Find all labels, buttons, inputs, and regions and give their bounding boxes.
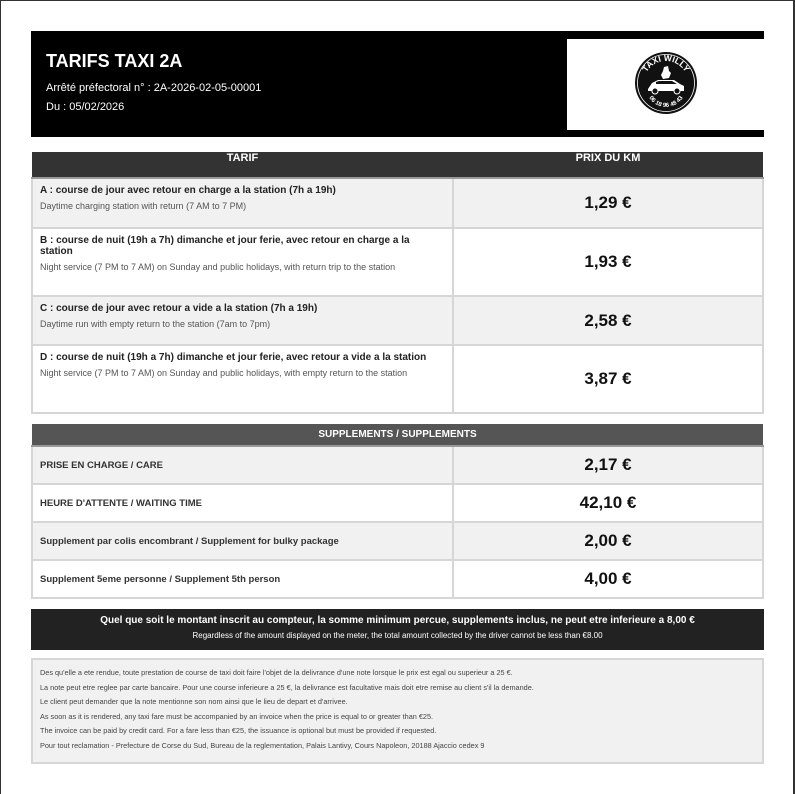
tarif-row-c [32, 296, 763, 345]
tarif-price: 3,87 € [453, 345, 763, 413]
tarif-price: 2,58 € [453, 296, 763, 345]
supplement-label: HEURE D'ATTENTE / WAITING TIME [32, 484, 453, 522]
logo-phone-text: 06 18 96 48 43 [647, 95, 685, 110]
tarif-label-fr: D : course de nuit (19h a 7h) dimanche et jour ferie, avec retour a vide a la station [40, 352, 427, 363]
logo-name-text: TAXI WILLY [639, 52, 692, 74]
supplement-label: PRISE EN CHARGE / CARE [32, 446, 453, 484]
note-line: As soon as it is rendered, any taxi fare must be accompanied by an invoice when the price is equal to or greater than €25. [40, 711, 434, 721]
logo-box [567, 39, 764, 130]
note-line: The invoice can be paid by credit card. For a fare less than €25, the issuance is optional but must be provided if requested. [40, 726, 437, 735]
supplement-row [32, 484, 763, 522]
minimum-fare-fr: Quel que soit le montant inscrit au compteur, la somme minimum percue, supplements inclus, ne peut etre inferieure a 8,00 € [100, 615, 695, 626]
arrete-number: Arrêté préfectoral n° : 2A-2026-02-05-00001 [46, 82, 262, 94]
tarif-label-fr: B : course de nuit (19h a 7h) dimanche et jour ferie, avec retour en charge a la station [40, 235, 410, 257]
supplement-price: 2,00 € [453, 522, 763, 560]
tarif-label-fr: A : course de jour avec retour en charge a la station (7h a 19h) [40, 185, 336, 196]
tarif-label-en: Daytime run with empty return to the station (7am to 7pm) [40, 319, 271, 329]
supplement-row [32, 560, 763, 598]
note-line: Pour tout reclamation - Prefecture de Corse du Sud, Bureau de la reglementation, Palais Lantivy, Cours Napoleon, 20188 Ajaccio cedex 9 [40, 740, 485, 750]
tarif-label-en: Daytime charging station with return (7 AM to 7 PM) [40, 201, 247, 211]
supplement-price: 2,17 € [453, 446, 763, 484]
minimum-fare-banner [31, 609, 764, 650]
tarif-price: 1,93 € [453, 228, 763, 296]
tarif-row-a [32, 178, 763, 228]
supplements-table [31, 424, 764, 599]
note-line: Le client peut demander que la note mentionne son nom ainsi que le lieu de depart et d'arrivee. [40, 697, 348, 706]
supplement-label: Supplement 5eme personne / Supplement 5th person [32, 560, 453, 598]
taxi-willy-logo [634, 51, 698, 115]
supplement-price: 42,10 € [453, 484, 763, 522]
supplement-row [32, 446, 763, 484]
note-line: La note peut etre reglee par carte bancaire. Pour une course inferieure a 25 €, la delivrance est facultative mais doit etre remise au client s'il la demande. [40, 682, 534, 692]
tarif-price: 1,29 € [453, 178, 763, 228]
tarif-label-en: Night service (7 PM to 7 AM) on Sunday and public holidays, with empty return to the station [40, 368, 408, 378]
page-title: TARIFS TAXI 2A [46, 51, 183, 71]
tarif-label-fr: C : course de jour avec retour a vide a la station (7h a 19h) [40, 303, 318, 314]
supplement-row [32, 522, 763, 560]
effective-date: Du : 05/02/2026 [46, 101, 125, 113]
supplement-label: Supplement par colis encombrant / Supplement for bulky package [32, 522, 453, 560]
supplements-header [32, 424, 763, 446]
col-header-prix: PRIX DU KM [453, 152, 763, 178]
tarif-table [31, 152, 764, 414]
header-banner [31, 31, 764, 137]
tarif-row-b [32, 228, 763, 296]
tarif-label-en: Night service (7 PM to 7 AM) on Sunday and public holidays, with return trip to the station [40, 262, 396, 272]
supplement-price: 4,00 € [453, 560, 763, 598]
tarif-row-d [32, 345, 763, 413]
tarif-table-header [32, 152, 763, 178]
legal-notes [31, 658, 764, 764]
note-line: Des qu'elle a ete rendue, toute prestation de course de taxi doit faire l'objet de la delivrance d'une note lorsque le prix est egal ou superieur a 25 €. [40, 668, 513, 677]
supplements-title: SUPPLEMENTS / SUPPLEMENTS [32, 424, 763, 446]
col-header-tarif: TARIF [32, 152, 453, 178]
minimum-fare-en: Regardless of the amount displayed on the meter, the total amount collected by the driver cannot be less than €8.00 [192, 631, 603, 640]
